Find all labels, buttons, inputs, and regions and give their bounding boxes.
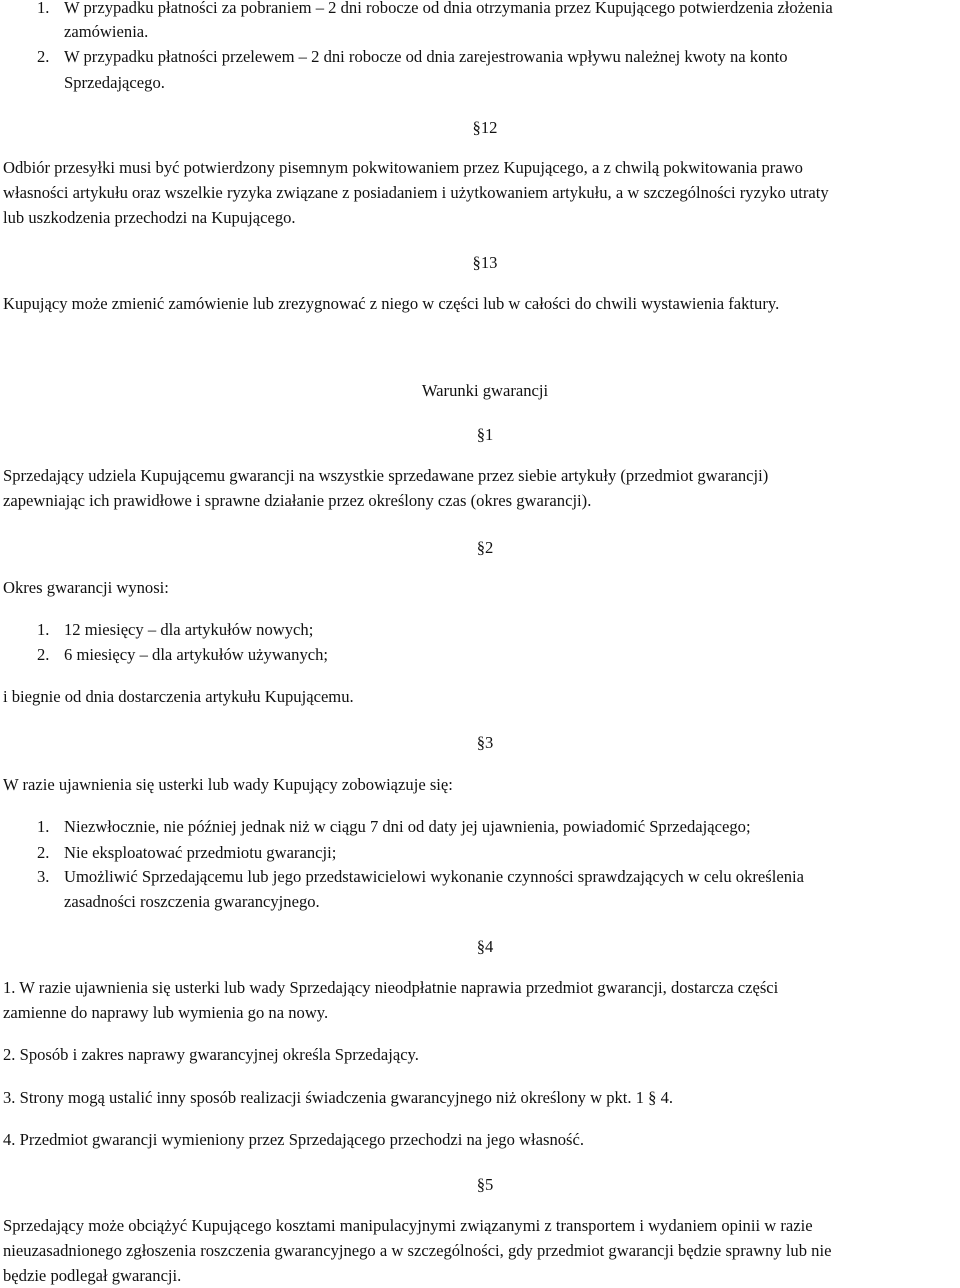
warranty-5-line-1: Sprzedający może obciążyć Kupującego kosztami manipulacyjnymi związanymi z transportem i wydaniem opinii w razie [3, 1216, 813, 1235]
warranty-3-num-3: 3. [37, 867, 50, 886]
warranty-5-heading: §5 [476, 1175, 494, 1194]
warranty-3-intro: W razie ujawnienia się usterki lub wady Kupujący zobowiązuje się: [3, 775, 453, 794]
warranty-3-heading: §3 [476, 733, 494, 752]
warranty-1-line-2: zapewniając ich prawidłowe i sprawne działanie przez określony czas (okres gwarancji). [3, 491, 592, 510]
warranty-2-intro: Okres gwarancji wynosi: [3, 578, 169, 597]
section-13-text: Kupujący może zmienić zamówienie lub zrezygnować z niego w części lub w całości do chwili wystawienia faktury. [3, 294, 780, 313]
warranty-3-item-3-line-2: zasadności roszczenia gwarancyjnego. [64, 892, 320, 911]
warranty-4-p1-line-1: 1. W razie ujawnienia się usterki lub wady Sprzedający nieodpłatnie naprawia przedmiot gwarancji, dostarcza części [3, 978, 779, 997]
warranty-4-p1-line-2: zamienne do naprawy lub wymienia go na nowy. [3, 1003, 329, 1022]
warranty-4-heading: §4 [476, 937, 494, 956]
section-12-line-1: Odbiór przesyłki musi być potwierdzony pisemnym pokwitowaniem przez Kupującego, a z chwilą pokwitowania prawo [3, 158, 803, 177]
warranty-1-heading: §1 [476, 425, 494, 444]
top-list-num-1: 1. [37, 0, 50, 17]
warranty-2-item-1: 12 miesięcy – dla artykułów nowych; [64, 620, 314, 639]
section-12-heading: §12 [472, 118, 498, 137]
top-list-item-1-line-1: W przypadku płatności za pobraniem – 2 dni robocze od dnia otrzymania przez Kupującego potwierdzenia złożenia [64, 0, 833, 17]
warranty-3-num-2: 2. [37, 843, 50, 862]
warranty-3-item-1: Niezwłocznie, nie później jednak niż w ciągu 7 dni od daty jej ujawnienia, powiadomić Sprzedającego; [64, 817, 751, 836]
warranty-5-line-3: będzie podlegał gwarancji. [3, 1266, 182, 1285]
top-list-item-1-line-2: zamówienia. [64, 22, 149, 41]
warranty-2-outro: i biegnie od dnia dostarczenia artykułu Kupującemu. [3, 687, 354, 706]
warranty-2-heading: §2 [476, 538, 494, 557]
warranty-3-num-1: 1. [37, 817, 50, 836]
warranty-3-item-3-line-1: Umożliwić Sprzedającemu lub jego przedstawicielowi wykonanie czynności sprawdzających w celu określenia [64, 867, 804, 886]
warranty-1-line-1: Sprzedający udziela Kupującemu gwarancji na wszystkie sprzedawane przez siebie artykuły (przedmiot gwarancji) [3, 466, 769, 485]
section-13-heading: §13 [472, 253, 498, 272]
warranty-2-item-2: 6 miesięcy – dla artykułów używanych; [64, 645, 329, 664]
top-list-item-2-line-1: W przypadku płatności przelewem – 2 dni robocze od dnia zarejestrowania wpływu należnej kwoty na konto [64, 47, 788, 66]
top-list-item-2-line-2: Sprzedającego. [64, 73, 165, 92]
warranty-3-item-2: Nie eksploatować przedmiotu gwarancji; [64, 843, 337, 862]
section-12-line-3: lub uszkodzenia przechodzi na Kupującego. [3, 208, 296, 227]
warranty-5-line-2: nieuzasadnionego zgłoszenia roszczenia gwarancyjnego a w szczególności, gdy przedmiot gwarancji będzie sprawny lub nie [3, 1241, 832, 1260]
warranty-2-num-2: 2. [37, 645, 50, 664]
top-list-num-2: 2. [37, 47, 50, 66]
warranty-2-num-1: 1. [37, 620, 50, 639]
warranty-4-p3: 3. Strony mogą ustalić inny sposób realizacji świadczenia gwarancyjnego niż określony w pkt. 1 § 4. [3, 1088, 674, 1107]
section-12-line-2: własności artykułu oraz wszelkie ryzyka związane z posiadaniem i użytkowaniem artykułu, a w szczególności ryzyko utraty [3, 183, 829, 202]
warranty-4-p4: 4. Przedmiot gwarancji wymieniony przez Sprzedającego przechodzi na jego własność. [3, 1130, 585, 1149]
warranty-title: Warunki gwarancji [421, 381, 549, 400]
warranty-4-p2: 2. Sposób i zakres naprawy gwarancyjnej określa Sprzedający. [3, 1045, 419, 1064]
